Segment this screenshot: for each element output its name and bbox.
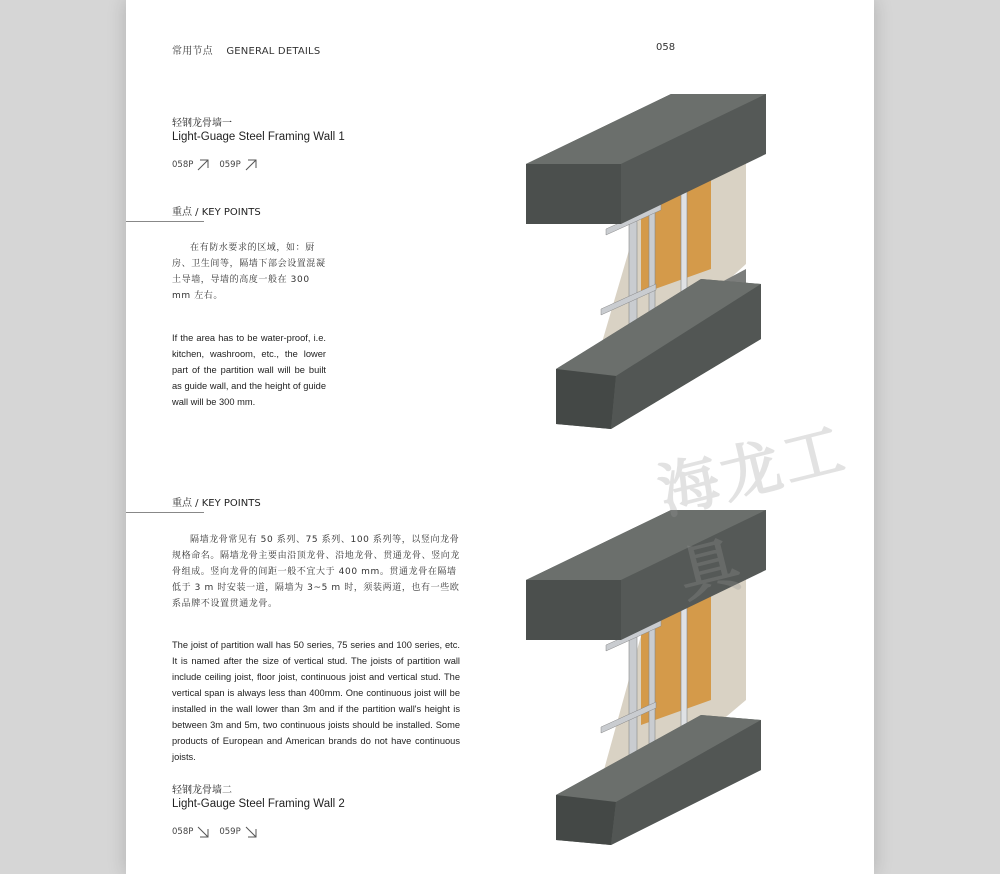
ref-link-058[interactable]: 058P bbox=[172, 826, 209, 838]
ref-link-059[interactable]: 059P bbox=[219, 159, 256, 171]
key-points-heading: 重点 / KEY POINTS bbox=[172, 498, 261, 509]
arrow-up-right-icon bbox=[245, 159, 257, 171]
key-points-heading: 重点 / KEY POINTS bbox=[172, 207, 261, 218]
section1-text-cn: 在有防水要求的区域，如：厨房、卫生间等，隔墙下部会设置混凝土导墙，导墙的高度一般在 300 mm 左右。 bbox=[172, 243, 326, 301]
section1-title-en: Light-Guage Steel Framing Wall 1 bbox=[172, 131, 345, 143]
divider bbox=[126, 512, 204, 513]
wall1-illustration bbox=[521, 94, 771, 434]
section1-text-en: If the area has to be water-proof, i.e. kitchen, washroom, etc., the lower part of the partition wall will be built as guide wall, and the height of guide wall will be 300 mm. bbox=[172, 333, 326, 407]
watermark: 海龙工具 bbox=[651, 413, 855, 612]
arrow-up-right-icon bbox=[197, 159, 209, 171]
section2-text-cn: 隔墙龙骨常见有 50 系列、75 系列、100 系列等，以竖向龙骨规格命名。隔墙龙骨主要由沿顶龙骨、沿地龙骨、贯通龙骨、竖向龙骨组成。竖向龙骨的间距一般不宜大于 400 mm。贯通龙骨在隔墙低于 3 m 时安装一道，隔墙为 3~5 m 时，须装两道，也有一些欧系品牌不设置贯通龙骨。 bbox=[172, 535, 461, 609]
arrow-down-right-icon bbox=[245, 826, 257, 838]
arrow-down-right-icon bbox=[197, 826, 209, 838]
page-number: 058 bbox=[656, 42, 676, 53]
page bbox=[126, 0, 874, 874]
running-header: 常用节点 GENERAL DETAILS bbox=[172, 46, 321, 57]
section1-title-cn: 轻钢龙骨墙一 bbox=[172, 118, 232, 129]
ref-link-058[interactable]: 058P bbox=[172, 159, 209, 171]
section2-refs bbox=[172, 826, 257, 838]
section1-refs bbox=[172, 159, 257, 171]
divider bbox=[126, 221, 204, 222]
ref-link-059[interactable]: 059P bbox=[219, 826, 256, 838]
section2-title-cn: 轻钢龙骨墙二 bbox=[172, 785, 232, 796]
section2-text-en: The joist of partition wall has 50 series, 75 series and 100 series, etc. It is named after the size of vertical stud. The joists of partition wall include ceiling joist, floor joist, continuous joist and vertical stud. The vertical span is always less than 400mm. One continuous joist will be installed in the wall lower than 3m and if the partition wall's height is between 3m and 5m, two continuous joists should be installed. Some products of European and American brands do not have continuous joists. bbox=[172, 640, 460, 762]
section2-title-en: Light-Gauge Steel Framing Wall 2 bbox=[172, 798, 345, 810]
